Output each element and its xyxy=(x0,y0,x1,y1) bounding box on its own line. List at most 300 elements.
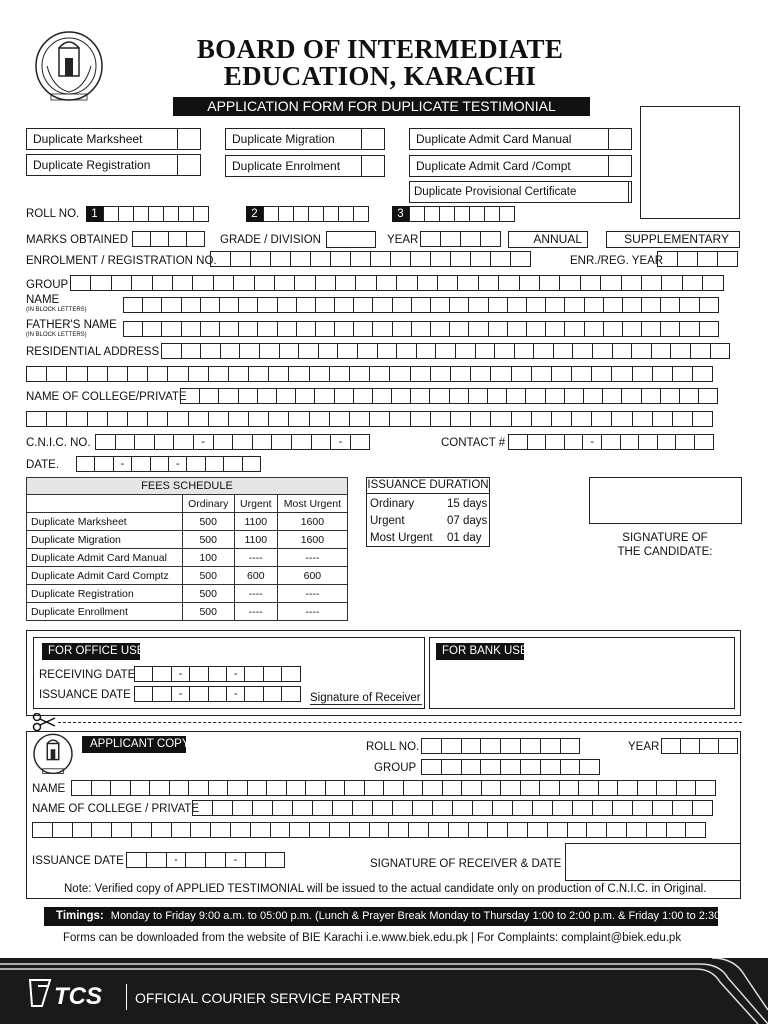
input-cell[interactable] xyxy=(551,411,572,427)
input-cell[interactable]: - xyxy=(113,456,132,472)
input-cell[interactable] xyxy=(186,456,205,472)
input-cell[interactable] xyxy=(539,780,560,796)
marks-cells[interactable] xyxy=(132,231,204,247)
input-cell[interactable] xyxy=(369,411,390,427)
input-cell[interactable] xyxy=(452,800,473,816)
input-cell[interactable] xyxy=(545,321,565,337)
input-cell[interactable] xyxy=(692,366,713,382)
input-cell[interactable] xyxy=(329,366,350,382)
input-cell[interactable] xyxy=(539,275,560,291)
input-cell[interactable] xyxy=(500,780,521,796)
input-cell[interactable] xyxy=(263,686,282,702)
input-cell[interactable] xyxy=(161,297,181,313)
input-cell[interactable] xyxy=(638,434,658,450)
input-cell[interactable] xyxy=(335,275,356,291)
input-cell[interactable] xyxy=(392,800,413,816)
input-cell[interactable] xyxy=(181,321,201,337)
input-cell[interactable] xyxy=(270,822,291,838)
input-cell[interactable] xyxy=(641,275,662,291)
input-cell[interactable] xyxy=(559,780,580,796)
input-cell[interactable] xyxy=(66,411,87,427)
supplementary-option[interactable] xyxy=(606,231,740,248)
input-cell[interactable] xyxy=(309,822,330,838)
copy-name-cells[interactable] xyxy=(71,780,715,796)
input-cell[interactable] xyxy=(281,686,300,702)
input-cell[interactable] xyxy=(632,366,653,382)
input-cell[interactable] xyxy=(242,456,261,472)
input-cell[interactable] xyxy=(107,366,128,382)
input-cell[interactable] xyxy=(329,411,350,427)
input-cell[interactable] xyxy=(268,411,289,427)
input-cell[interactable] xyxy=(481,780,502,796)
input-cell[interactable] xyxy=(146,852,167,868)
input-cell[interactable] xyxy=(652,800,673,816)
input-cell[interactable] xyxy=(692,411,713,427)
input-cell[interactable] xyxy=(600,275,621,291)
input-cell[interactable] xyxy=(95,434,116,450)
input-cell[interactable] xyxy=(472,800,493,816)
input-cell[interactable] xyxy=(200,297,220,313)
roll-2-cells[interactable] xyxy=(263,206,368,222)
input-cell[interactable] xyxy=(676,780,697,796)
input-cell[interactable] xyxy=(492,800,513,816)
input-cell[interactable] xyxy=(76,456,95,472)
input-cell[interactable] xyxy=(449,321,469,337)
input-cell[interactable] xyxy=(185,852,206,868)
enr-year-cells[interactable] xyxy=(657,251,737,267)
input-cell[interactable] xyxy=(213,275,234,291)
input-cell[interactable] xyxy=(131,822,152,838)
input-cell[interactable] xyxy=(651,343,672,359)
input-cell[interactable] xyxy=(392,321,412,337)
input-cell[interactable] xyxy=(218,388,238,404)
input-cell[interactable] xyxy=(259,343,280,359)
input-cell[interactable] xyxy=(147,411,168,427)
input-cell[interactable] xyxy=(167,366,188,382)
input-cell[interactable] xyxy=(90,275,111,291)
input-cell[interactable] xyxy=(219,297,239,313)
input-cell[interactable] xyxy=(152,666,171,682)
input-cell[interactable] xyxy=(357,343,378,359)
input-cell[interactable] xyxy=(490,366,511,382)
input-cell[interactable] xyxy=(309,411,330,427)
input-cell[interactable] xyxy=(315,275,336,291)
input-cell[interactable] xyxy=(154,434,175,450)
input-cell[interactable] xyxy=(461,738,482,754)
input-cell[interactable] xyxy=(296,321,316,337)
input-cell[interactable] xyxy=(325,780,346,796)
input-cell[interactable] xyxy=(71,780,92,796)
input-cell[interactable] xyxy=(265,852,286,868)
input-cell[interactable] xyxy=(248,411,269,427)
option-checkbox[interactable] xyxy=(177,129,200,149)
input-cell[interactable] xyxy=(344,780,365,796)
input-cell[interactable] xyxy=(192,800,213,816)
input-cell[interactable] xyxy=(142,321,162,337)
option-checkbox[interactable] xyxy=(608,129,631,149)
input-cell[interactable] xyxy=(189,686,208,702)
input-cell[interactable] xyxy=(545,434,565,450)
input-cell[interactable] xyxy=(601,434,621,450)
input-cell[interactable] xyxy=(244,666,263,682)
option-duplicate-marksheet[interactable] xyxy=(26,128,201,150)
input-cell[interactable] xyxy=(586,822,607,838)
input-cell[interactable] xyxy=(279,343,300,359)
name-cells[interactable] xyxy=(123,297,718,313)
input-cell[interactable] xyxy=(268,366,289,382)
input-cell[interactable] xyxy=(228,366,249,382)
input-cell[interactable] xyxy=(233,275,254,291)
input-cell[interactable] xyxy=(603,297,623,313)
input-cell[interactable] xyxy=(315,297,335,313)
input-cell[interactable] xyxy=(626,822,647,838)
input-cell[interactable] xyxy=(421,759,442,775)
input-cell[interactable] xyxy=(355,275,376,291)
input-cell[interactable] xyxy=(692,800,713,816)
input-cell[interactable] xyxy=(171,822,192,838)
input-cell[interactable] xyxy=(520,780,541,796)
input-cell[interactable] xyxy=(305,780,326,796)
input-cell[interactable] xyxy=(694,434,714,450)
input-cell[interactable] xyxy=(199,388,219,404)
input-cell[interactable] xyxy=(213,434,234,450)
input-cell[interactable] xyxy=(239,343,260,359)
input-cell[interactable] xyxy=(26,411,47,427)
input-cell[interactable]: - xyxy=(582,434,602,450)
input-cell[interactable] xyxy=(421,738,442,754)
input-cell[interactable] xyxy=(350,434,371,450)
input-cell[interactable] xyxy=(564,434,584,450)
input-cell[interactable] xyxy=(685,822,706,838)
candidate-signature-box[interactable] xyxy=(589,477,742,524)
input-cell[interactable] xyxy=(652,366,673,382)
input-cell[interactable] xyxy=(180,388,200,404)
input-cell[interactable] xyxy=(127,366,148,382)
input-cell[interactable] xyxy=(553,343,574,359)
input-cell[interactable] xyxy=(123,321,143,337)
input-cell[interactable] xyxy=(441,759,462,775)
input-cell[interactable] xyxy=(514,343,535,359)
input-cell[interactable] xyxy=(212,800,233,816)
input-cell[interactable] xyxy=(672,800,693,816)
input-cell[interactable] xyxy=(526,297,546,313)
input-cell[interactable] xyxy=(545,388,565,404)
option-checkbox[interactable] xyxy=(361,129,384,149)
input-cell[interactable] xyxy=(591,366,612,382)
input-cell[interactable] xyxy=(560,759,581,775)
input-cell[interactable] xyxy=(244,686,263,702)
input-cell[interactable] xyxy=(334,321,354,337)
input-cell[interactable] xyxy=(276,388,296,404)
input-cell[interactable] xyxy=(702,275,723,291)
input-cell[interactable] xyxy=(200,343,221,359)
copy-group-cells[interactable] xyxy=(421,759,599,775)
roll-3-cells[interactable] xyxy=(409,206,514,222)
input-cell[interactable] xyxy=(567,822,588,838)
input-cell[interactable]: - xyxy=(171,666,190,682)
input-cell[interactable] xyxy=(115,434,136,450)
input-cell[interactable] xyxy=(490,411,511,427)
input-cell[interactable] xyxy=(661,275,682,291)
input-cell[interactable] xyxy=(298,343,319,359)
input-cell[interactable] xyxy=(591,411,612,427)
enrolment-cells[interactable] xyxy=(210,251,530,267)
input-cell[interactable] xyxy=(210,822,231,838)
input-cell[interactable] xyxy=(334,388,354,404)
input-cell[interactable] xyxy=(564,388,584,404)
roll-1-cells[interactable] xyxy=(103,206,208,222)
input-cell[interactable] xyxy=(131,275,152,291)
input-cell[interactable] xyxy=(598,780,619,796)
input-cell[interactable] xyxy=(552,800,573,816)
input-cell[interactable] xyxy=(498,275,519,291)
input-cell[interactable] xyxy=(572,343,593,359)
input-cell[interactable] xyxy=(410,366,431,382)
input-cell[interactable] xyxy=(441,738,462,754)
input-cell[interactable] xyxy=(396,275,417,291)
input-cell[interactable] xyxy=(147,366,168,382)
input-cell[interactable] xyxy=(508,434,528,450)
input-cell[interactable] xyxy=(208,366,229,382)
input-cell[interactable] xyxy=(410,388,430,404)
input-cell[interactable] xyxy=(506,388,526,404)
input-cell[interactable] xyxy=(632,800,653,816)
input-cell[interactable] xyxy=(288,411,309,427)
input-cell[interactable] xyxy=(94,456,113,472)
input-cell[interactable] xyxy=(188,411,209,427)
input-cell[interactable] xyxy=(526,321,546,337)
input-cell[interactable] xyxy=(578,780,599,796)
input-cell[interactable]: - xyxy=(226,686,245,702)
input-cell[interactable] xyxy=(188,780,209,796)
input-cell[interactable] xyxy=(449,388,469,404)
input-cell[interactable] xyxy=(252,434,273,450)
input-cell[interactable] xyxy=(274,275,295,291)
option-duplicate-admit-manual[interactable] xyxy=(409,128,632,150)
input-cell[interactable] xyxy=(507,297,527,313)
input-cell[interactable] xyxy=(161,321,181,337)
input-cell[interactable] xyxy=(389,366,410,382)
input-cell[interactable] xyxy=(430,321,450,337)
copy-roll-cells[interactable] xyxy=(421,738,579,754)
option-checkbox[interactable] xyxy=(177,155,200,175)
input-cell[interactable]: - xyxy=(225,852,246,868)
input-cell[interactable] xyxy=(372,800,393,816)
input-cell[interactable] xyxy=(126,852,147,868)
input-cell[interactable] xyxy=(332,800,353,816)
input-cell[interactable] xyxy=(376,275,397,291)
copy-college-cells-2[interactable] xyxy=(32,822,705,838)
input-cell[interactable] xyxy=(223,456,242,472)
option-duplicate-registration[interactable] xyxy=(26,154,201,176)
input-cell[interactable] xyxy=(422,780,443,796)
input-cell[interactable] xyxy=(545,297,565,313)
input-cell[interactable] xyxy=(412,800,433,816)
input-cell[interactable] xyxy=(679,321,699,337)
input-cell[interactable] xyxy=(488,321,508,337)
date-cells[interactable] xyxy=(76,456,260,472)
input-cell[interactable] xyxy=(167,411,188,427)
input-cell[interactable] xyxy=(232,434,253,450)
input-cell[interactable] xyxy=(150,456,169,472)
input-cell[interactable] xyxy=(349,366,370,382)
input-cell[interactable] xyxy=(238,321,258,337)
input-cell[interactable] xyxy=(391,388,411,404)
input-cell[interactable] xyxy=(435,343,456,359)
option-checkbox[interactable] xyxy=(628,182,631,202)
input-cell[interactable] xyxy=(611,366,632,382)
input-cell[interactable] xyxy=(657,434,677,450)
input-cell[interactable] xyxy=(461,780,482,796)
input-cell[interactable] xyxy=(448,822,469,838)
input-cell[interactable] xyxy=(670,343,691,359)
input-cell[interactable] xyxy=(314,388,334,404)
input-cell[interactable] xyxy=(392,297,412,313)
year-cells[interactable] xyxy=(420,231,500,247)
college-cells-1[interactable] xyxy=(180,388,717,404)
input-cell[interactable] xyxy=(666,822,687,838)
input-cell[interactable] xyxy=(468,321,488,337)
input-cell[interactable] xyxy=(699,321,719,337)
grade-field[interactable] xyxy=(326,231,376,248)
input-cell[interactable] xyxy=(672,411,693,427)
input-cell[interactable] xyxy=(641,388,661,404)
input-cell[interactable] xyxy=(583,388,603,404)
input-cell[interactable] xyxy=(245,852,266,868)
input-cell[interactable] xyxy=(525,388,545,404)
input-cell[interactable] xyxy=(200,321,220,337)
group-cells[interactable] xyxy=(70,275,723,291)
input-cell[interactable] xyxy=(690,343,711,359)
input-cell[interactable] xyxy=(430,297,450,313)
input-cell[interactable] xyxy=(617,780,638,796)
input-cell[interactable]: - xyxy=(330,434,351,450)
input-cell[interactable] xyxy=(353,297,373,313)
input-cell[interactable] xyxy=(52,822,73,838)
input-cell[interactable] xyxy=(161,343,182,359)
input-cell[interactable] xyxy=(695,780,716,796)
input-cell[interactable]: - xyxy=(171,686,190,702)
option-duplicate-provisional[interactable] xyxy=(409,181,632,203)
input-cell[interactable] xyxy=(169,780,190,796)
input-cell[interactable] xyxy=(455,343,476,359)
input-cell[interactable] xyxy=(430,366,451,382)
input-cell[interactable] xyxy=(679,388,699,404)
input-cell[interactable] xyxy=(527,822,548,838)
input-cell[interactable] xyxy=(470,411,491,427)
input-cell[interactable] xyxy=(151,822,172,838)
input-cell[interactable] xyxy=(487,822,508,838)
input-cell[interactable] xyxy=(584,321,604,337)
input-cell[interactable] xyxy=(450,366,471,382)
input-cell[interactable] xyxy=(682,275,703,291)
input-cell[interactable] xyxy=(383,780,404,796)
input-cell[interactable] xyxy=(329,822,350,838)
input-cell[interactable] xyxy=(478,275,499,291)
input-cell[interactable] xyxy=(679,297,699,313)
input-cell[interactable] xyxy=(531,411,552,427)
input-cell[interactable] xyxy=(527,434,547,450)
input-cell[interactable] xyxy=(388,822,409,838)
input-cell[interactable] xyxy=(637,780,658,796)
input-cell[interactable] xyxy=(46,366,67,382)
input-cell[interactable] xyxy=(123,297,143,313)
input-cell[interactable] xyxy=(500,738,521,754)
input-cell[interactable] xyxy=(672,366,693,382)
input-cell[interactable] xyxy=(247,780,268,796)
input-cell[interactable] xyxy=(349,822,370,838)
input-cell[interactable] xyxy=(238,388,258,404)
input-cell[interactable] xyxy=(480,738,501,754)
input-cell[interactable] xyxy=(468,822,489,838)
input-cell[interactable] xyxy=(337,343,358,359)
input-cell[interactable] xyxy=(494,343,515,359)
cnic-cells[interactable] xyxy=(95,434,369,450)
copy-year-cells[interactable] xyxy=(661,738,737,754)
input-cell[interactable] xyxy=(520,738,541,754)
input-cell[interactable] xyxy=(266,780,287,796)
input-cell[interactable] xyxy=(432,800,453,816)
input-cell[interactable] xyxy=(205,456,224,472)
input-cell[interactable] xyxy=(540,738,561,754)
input-cell[interactable] xyxy=(172,275,193,291)
input-cell[interactable] xyxy=(192,275,213,291)
input-cell[interactable] xyxy=(318,343,339,359)
input-cell[interactable] xyxy=(107,411,128,427)
input-cell[interactable] xyxy=(353,321,373,337)
input-cell[interactable] xyxy=(641,321,661,337)
input-cell[interactable] xyxy=(111,275,132,291)
input-cell[interactable] xyxy=(131,456,150,472)
input-cell[interactable] xyxy=(26,366,47,382)
input-cell[interactable] xyxy=(580,275,601,291)
input-cell[interactable] xyxy=(520,759,541,775)
input-cell[interactable] xyxy=(142,297,162,313)
input-cell[interactable] xyxy=(238,297,258,313)
issuance-date-cells[interactable] xyxy=(134,686,300,702)
input-cell[interactable] xyxy=(352,800,373,816)
input-cell[interactable] xyxy=(372,297,392,313)
fathers-name-cells[interactable] xyxy=(123,321,718,337)
input-cell[interactable] xyxy=(87,411,108,427)
input-cell[interactable] xyxy=(277,321,297,337)
copy-issuance-date-cells[interactable] xyxy=(126,852,284,868)
input-cell[interactable] xyxy=(294,275,315,291)
input-cell[interactable] xyxy=(152,686,171,702)
input-cell[interactable] xyxy=(271,434,292,450)
input-cell[interactable] xyxy=(220,343,241,359)
input-cell[interactable] xyxy=(134,434,155,450)
input-cell[interactable] xyxy=(32,822,53,838)
input-cell[interactable] xyxy=(468,297,488,313)
address-cells-2[interactable] xyxy=(26,366,712,382)
input-cell[interactable] xyxy=(500,759,521,775)
input-cell[interactable] xyxy=(315,321,335,337)
input-cell[interactable] xyxy=(248,366,269,382)
input-cell[interactable] xyxy=(612,343,633,359)
input-cell[interactable] xyxy=(408,822,429,838)
input-cell[interactable] xyxy=(710,343,731,359)
input-cell[interactable]: - xyxy=(166,852,187,868)
input-cell[interactable] xyxy=(660,321,680,337)
input-cell[interactable] xyxy=(660,388,680,404)
input-cell[interactable] xyxy=(480,759,501,775)
input-cell[interactable] xyxy=(252,800,273,816)
input-cell[interactable] xyxy=(208,780,229,796)
input-cell[interactable] xyxy=(579,759,600,775)
input-cell[interactable] xyxy=(295,388,315,404)
input-cell[interactable] xyxy=(620,434,640,450)
